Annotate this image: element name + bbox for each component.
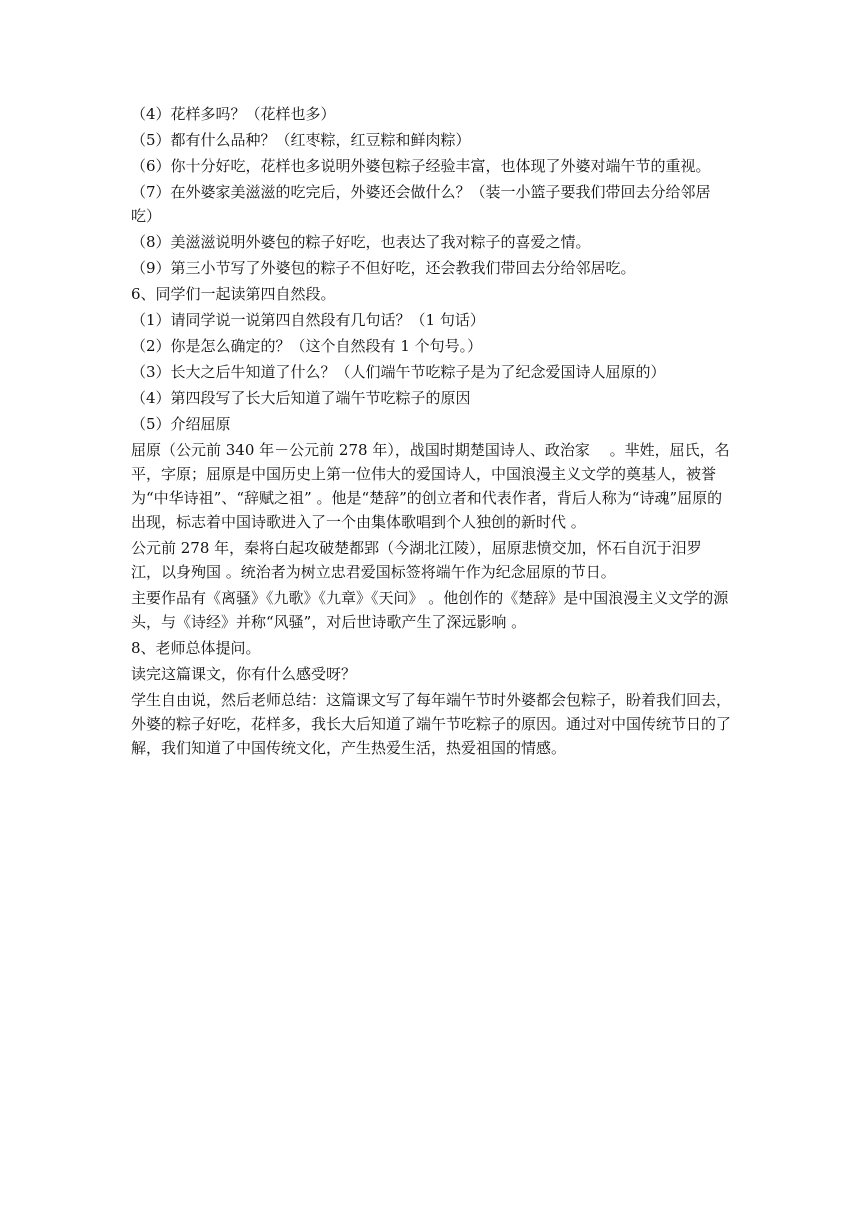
section-heading-8: 8、老师总体提问。	[131, 639, 261, 657]
paragraph-quyuan-intro: 屈原（公元前 340 年－公元前 278 年），战国时期楚国诗人、政治家 。芈姓，屈氏，名平，字原；屈原是中国历史上第一位伟大的爱国诗人，中国浪漫主义文学的奠基人，被誉为“中华诗祖”、“辞赋之祖” 。他是“楚辞”的创立者和代表作者，背后人称为“诗魂”屈原的出现，标志着中国诗歌进入了一个由集体歌唱到个人独创的新时代 。	[131, 441, 730, 531]
paragraph-q6-summary: （6）你十分好吃，花样也多说明外婆包粽子经验丰富，也体现了外婆对端午节的重视。	[131, 157, 711, 175]
paragraph-s6-q2: （2）你是怎么确定的？（这个自然段有 1 个句号。）	[131, 337, 483, 355]
paragraph-q8-meaning: （8）美滋滋说明外婆包的粽子好吃，也表达了我对粽子的喜爱之情。	[131, 233, 591, 251]
paragraph-teacher-question: 读完这篇课文，你有什么感受呀？	[131, 665, 357, 683]
paragraph-s6-q4: （4）第四段写了长大后知道了端午节吃粽子的原因	[131, 389, 471, 407]
document-page	[131, 102, 731, 762]
paragraph-q7-share: （7）在外婆家美滋滋的吃完后，外婆还会做什么？（装一小篮子要我们带回去分给邻居吃）	[131, 183, 711, 225]
paragraph-s6-q3: （3）长大之后牛知道了什么？（人们端午节吃粽子是为了纪念爱国诗人屈原的）	[131, 363, 666, 381]
paragraph-quyuan-death: 公元前 278 年，秦将白起攻破楚都郢（今湖北江陵），屈原悲愤交加，怀石自沉于汨罗江，以身殉国 。统治者为树立忠君爱国标签将端午作为纪念屈原的节日。	[131, 539, 702, 581]
paragraph-quyuan-works: 主要作品有《离骚》《九歌》《九章》《天问》 。他创作的《楚辞》是中国浪漫主义文学的源头，与《诗经》并称“风骚”，对后世诗歌产生了深远影响 。	[131, 589, 729, 631]
paragraph-q9-section-three: （9）第三小节写了外婆包的粽子不但好吃，还会教我们带回去分给邻居吃。	[131, 259, 636, 277]
paragraph-s6-q5: （5）介绍屈原	[131, 415, 231, 433]
paragraph-s6-q1: （1）请同学说一说第四自然段有几句话？（1 句话）	[131, 311, 485, 329]
paragraph-q5-kinds: （5）都有什么品种？（红枣粽，红豆粽和鲜肉粽）	[131, 131, 471, 149]
paragraph-q4-variety: （4）花样多吗？（花样也多）	[131, 105, 336, 123]
section-heading-6: 6、同学们一起读第四自然段。	[131, 285, 336, 303]
paragraph-summary: 学生自由说，然后老师总结：这篇课文写了每年端午节时外婆都会包粽子，盼着我们回去，外婆的粽子好吃，花样多，我长大后知道了端午节吃粽子的原因。通过对中国传统节日的了解，我们知道了中国传统文化，产生热爱生活，热爱祖国的情感。	[131, 691, 732, 757]
